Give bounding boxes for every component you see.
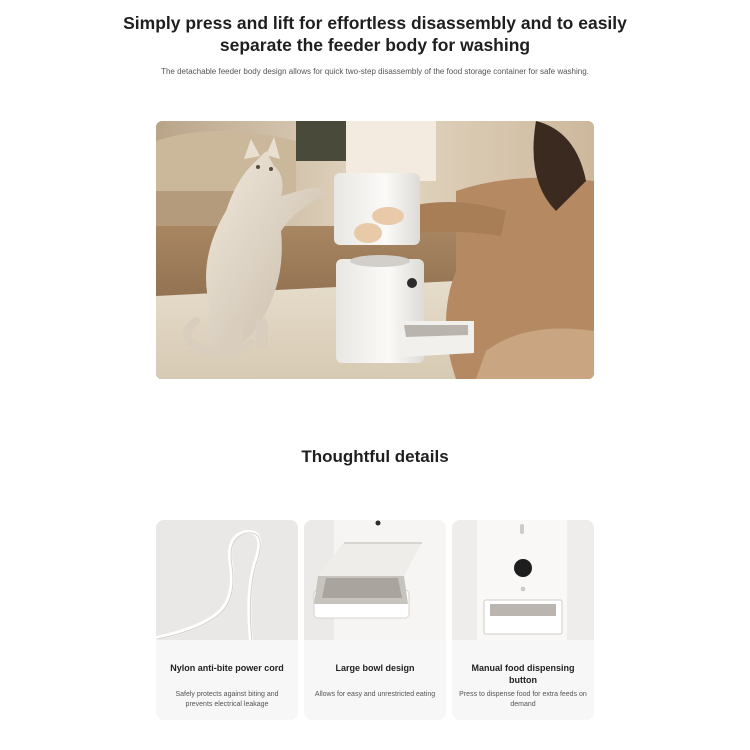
card-description: Press to dispense food for extra feeds on demand	[459, 691, 587, 708]
large-bowl-photo	[304, 520, 446, 640]
section-title: Thoughtful details	[301, 447, 449, 466]
card-description: Safely protects against biting and prevents electrical leakage	[175, 691, 279, 708]
hero-photo-cat-feeder	[156, 121, 594, 379]
hero-subtitle: The detachable feeder body design allows for quick two-step disassembly of the food storage container for safe washing.	[161, 67, 589, 76]
feature-card-power-cord	[156, 520, 298, 720]
hero-title: Simply press and lift for effortless disassembly and to easily separate the feeder body for washing	[123, 13, 627, 55]
card-title: Large bowl design	[335, 663, 415, 673]
manual-button-photo	[452, 520, 594, 640]
card-description: Allows for easy and unrestricted eating	[314, 691, 436, 698]
card-title: Manual food dispensing button	[471, 663, 575, 685]
feature-card-manual-button	[452, 520, 594, 720]
feature-card-large-bowl	[304, 520, 446, 720]
power-cord-photo	[156, 520, 298, 640]
card-title: Nylon anti-bite power cord	[170, 663, 284, 673]
